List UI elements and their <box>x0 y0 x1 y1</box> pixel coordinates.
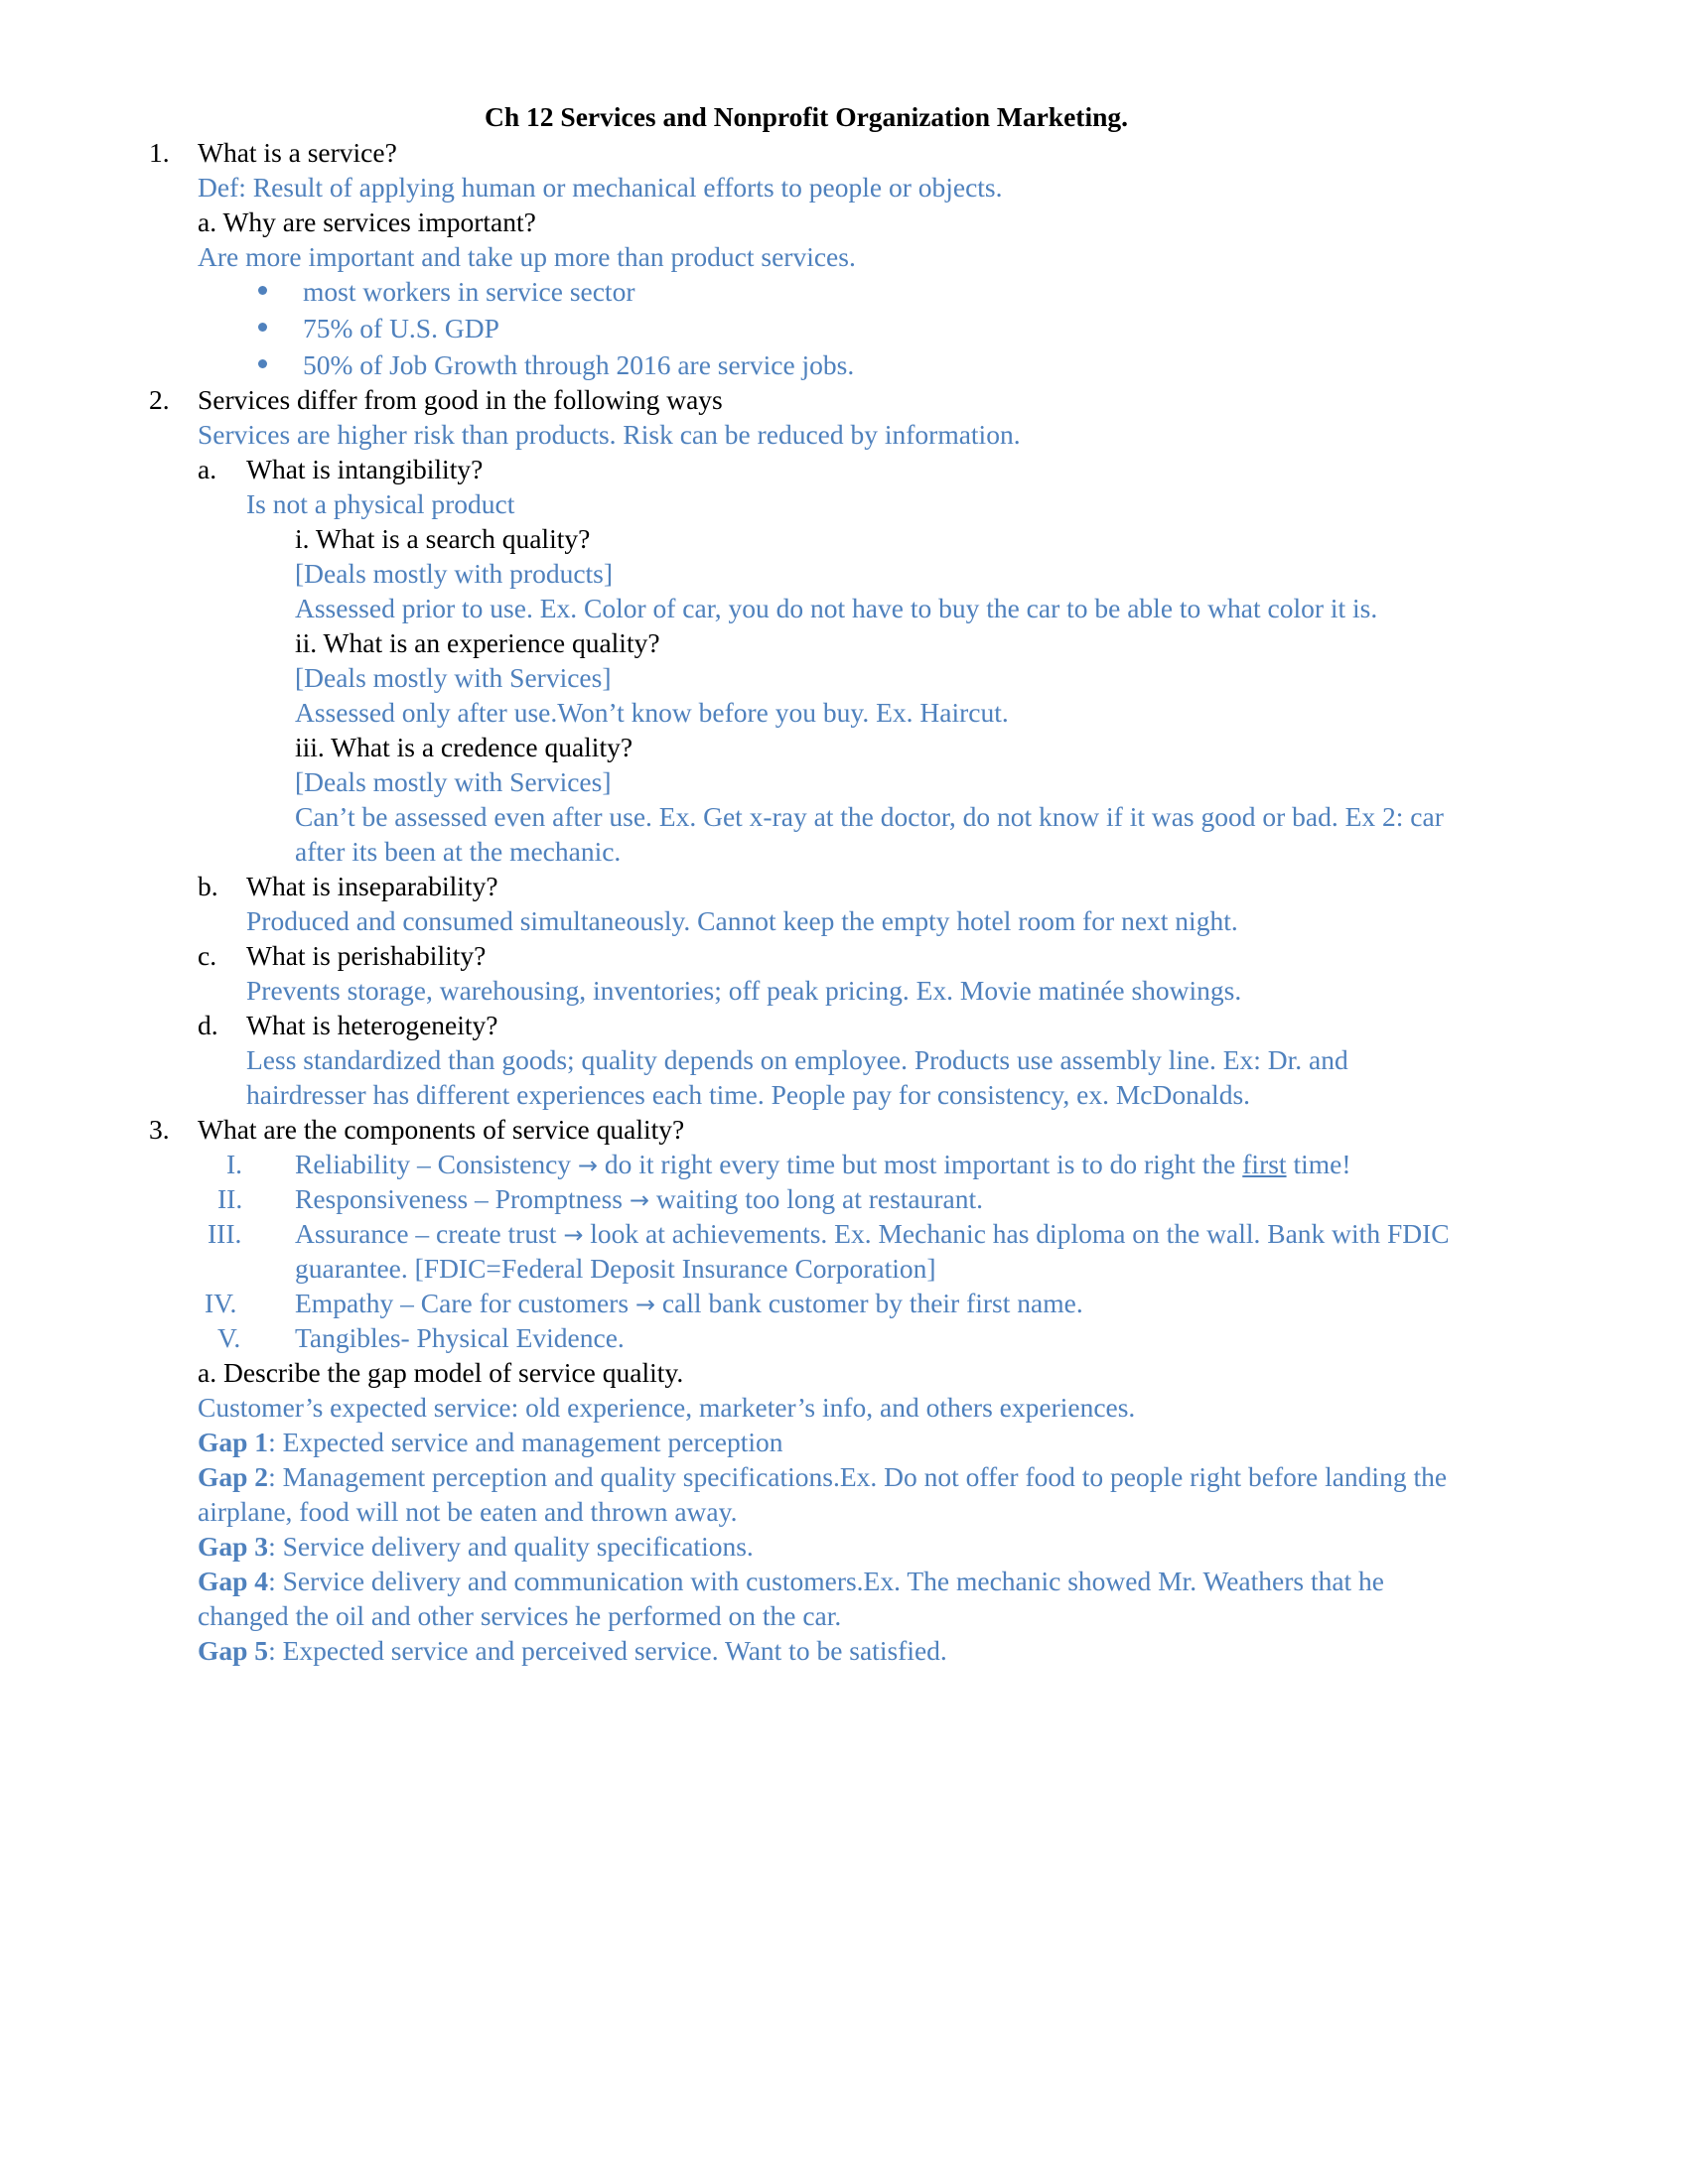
credence-quality-answer-line-1: Can’t be assessed even after use. Ex. Get x-ray at the doctor, do not know if it was good or bad. Ex 2: car <box>295 801 1444 832</box>
search-quality-answer: Assessed prior to use. Ex. Color of car, you do not have to buy the car to be able to what color it is. <box>295 593 1378 623</box>
question-2-answer: Services are higher risk than products. Risk can be reduced by information. <box>198 419 1021 450</box>
gap-3-label: Gap 3 <box>198 1531 269 1562</box>
expected-service-text: Customer’s expected service: old experience, marketer’s info, and others experiences. <box>198 1392 1136 1423</box>
question-2d-text: What is heterogeneity? <box>246 1010 498 1040</box>
question-2-text: Services differ from good in the following ways <box>198 384 723 415</box>
experience-quality-question: ii. What is an experience quality? <box>295 627 660 658</box>
arrow-right-icon: → <box>577 1152 599 1179</box>
question-2a-text: What is intangibility? <box>246 454 484 484</box>
question-1-definition: Def: Result of applying human or mechanical efforts to people or objects. <box>198 172 1003 203</box>
question-3a-text: a. Describe the gap model of service quality. <box>198 1357 684 1388</box>
gap-5-label: Gap 5 <box>198 1635 269 1666</box>
question-2b-text: What is inseparability? <box>246 871 498 901</box>
question-2b-label: b. <box>198 871 218 901</box>
arrow-right-icon: → <box>634 1291 655 1318</box>
credence-quality-answer-line-2: after its been at the mechanic. <box>295 836 622 867</box>
underlined-word: first <box>1242 1149 1287 1179</box>
gap-1-label: Gap 1 <box>198 1427 269 1457</box>
question-2d-answer-line-1: Less standardized than goods; quality depends on employee. Products use assembly line. Ex: Dr. and <box>246 1044 1348 1075</box>
bullet-icon <box>258 323 267 332</box>
bullet-item-3: 50% of Job Growth through 2016 are service jobs. <box>303 349 855 380</box>
component-2-number: II. <box>217 1183 243 1214</box>
gap-2-text-line-2: airplane, food will not be eaten and thrown away. <box>198 1496 738 1527</box>
search-quality-note: [Deals mostly with products] <box>295 558 614 589</box>
bullet-item-1: most workers in service sector <box>303 276 635 307</box>
question-2d-label: d. <box>198 1010 218 1040</box>
gap-2-label: Gap 2 <box>198 1461 269 1492</box>
gap-4-text: Gap 4: Service delivery and communication with customers.Ex. The mechanic showed Mr. Weathers that he <box>198 1566 1385 1596</box>
experience-quality-answer: Assessed only after use.Won’t know before you buy. Ex. Haircut. <box>295 697 1009 728</box>
question-2b-answer: Produced and consumed simultaneously. Cannot keep the empty hotel room for next night. <box>246 905 1238 936</box>
arrow-right-icon: → <box>629 1186 649 1214</box>
component-3-number: III. <box>208 1218 242 1249</box>
component-4-number: IV. <box>205 1288 237 1318</box>
question-2d-answer-line-2: hairdresser has different experiences each time. People pay for consistency, ex. McDonalds. <box>246 1079 1251 1110</box>
question-1-number: 1. <box>149 137 170 168</box>
bullet-icon <box>258 286 267 295</box>
bullet-icon <box>258 359 267 368</box>
question-3-number: 3. <box>149 1114 170 1145</box>
arrow-right-icon: → <box>563 1221 584 1249</box>
gap-2-text: Gap 2: Management perception and quality specifications.Ex. Do not offer food to people right before landing the <box>198 1461 1448 1492</box>
question-2c-text: What is perishability? <box>246 940 487 971</box>
component-1-number: I. <box>226 1149 243 1179</box>
gap-5-text: Gap 5: Expected service and perceived service. Want to be satisfied. <box>198 1635 947 1666</box>
gap-4-label: Gap 4 <box>198 1566 269 1596</box>
experience-quality-note: [Deals mostly with Services] <box>295 662 612 693</box>
component-3-text-line-2: guarantee. [FDIC=Federal Deposit Insurance Corporation] <box>295 1253 936 1284</box>
gap-4-text-line-2: changed the oil and other services he performed on the car. <box>198 1600 842 1631</box>
question-2a-answer: Is not a physical product <box>246 488 515 519</box>
search-quality-question: i. What is a search quality? <box>295 523 591 554</box>
question-2c-label: c. <box>198 940 217 971</box>
gap-3-text: Gap 3: Service delivery and quality specifications. <box>198 1531 754 1562</box>
question-2a-label: a. <box>198 454 217 484</box>
component-5-number: V. <box>217 1322 241 1353</box>
page-title: Ch 12 Services and Nonprofit Organization Marketing. <box>485 101 1129 132</box>
component-1-text: Reliability – Consistency → do it right every time but most important is to do right the first time! <box>295 1148 1351 1181</box>
component-4-text: Empathy – Care for customers → call bank customer by their first name. <box>295 1287 1083 1320</box>
component-3-text: Assurance – create trust → look at achievements. Ex. Mechanic has diploma on the wall. Bank with FDIC <box>295 1217 1450 1251</box>
component-5-text: Tangibles- Physical Evidence. <box>295 1322 625 1353</box>
credence-quality-question: iii. What is a credence quality? <box>295 732 633 762</box>
credence-quality-note: [Deals mostly with Services] <box>295 766 612 797</box>
question-3-text: What are the components of service quality? <box>198 1114 685 1145</box>
gap-1-text: Gap 1: Expected service and management perception <box>198 1427 783 1457</box>
question-1a-text: a. Why are services important? <box>198 206 536 237</box>
bullet-item-2: 75% of U.S. GDP <box>303 313 499 343</box>
question-1-text: What is a service? <box>198 137 397 168</box>
question-2c-answer: Prevents storage, warehousing, inventories; off peak pricing. Ex. Movie matinée showings. <box>246 975 1242 1006</box>
component-2-text: Responsiveness – Promptness → waiting too long at restaurant. <box>295 1182 983 1216</box>
question-1a-answer: Are more important and take up more than product services. <box>198 241 856 272</box>
question-2-number: 2. <box>149 384 170 415</box>
